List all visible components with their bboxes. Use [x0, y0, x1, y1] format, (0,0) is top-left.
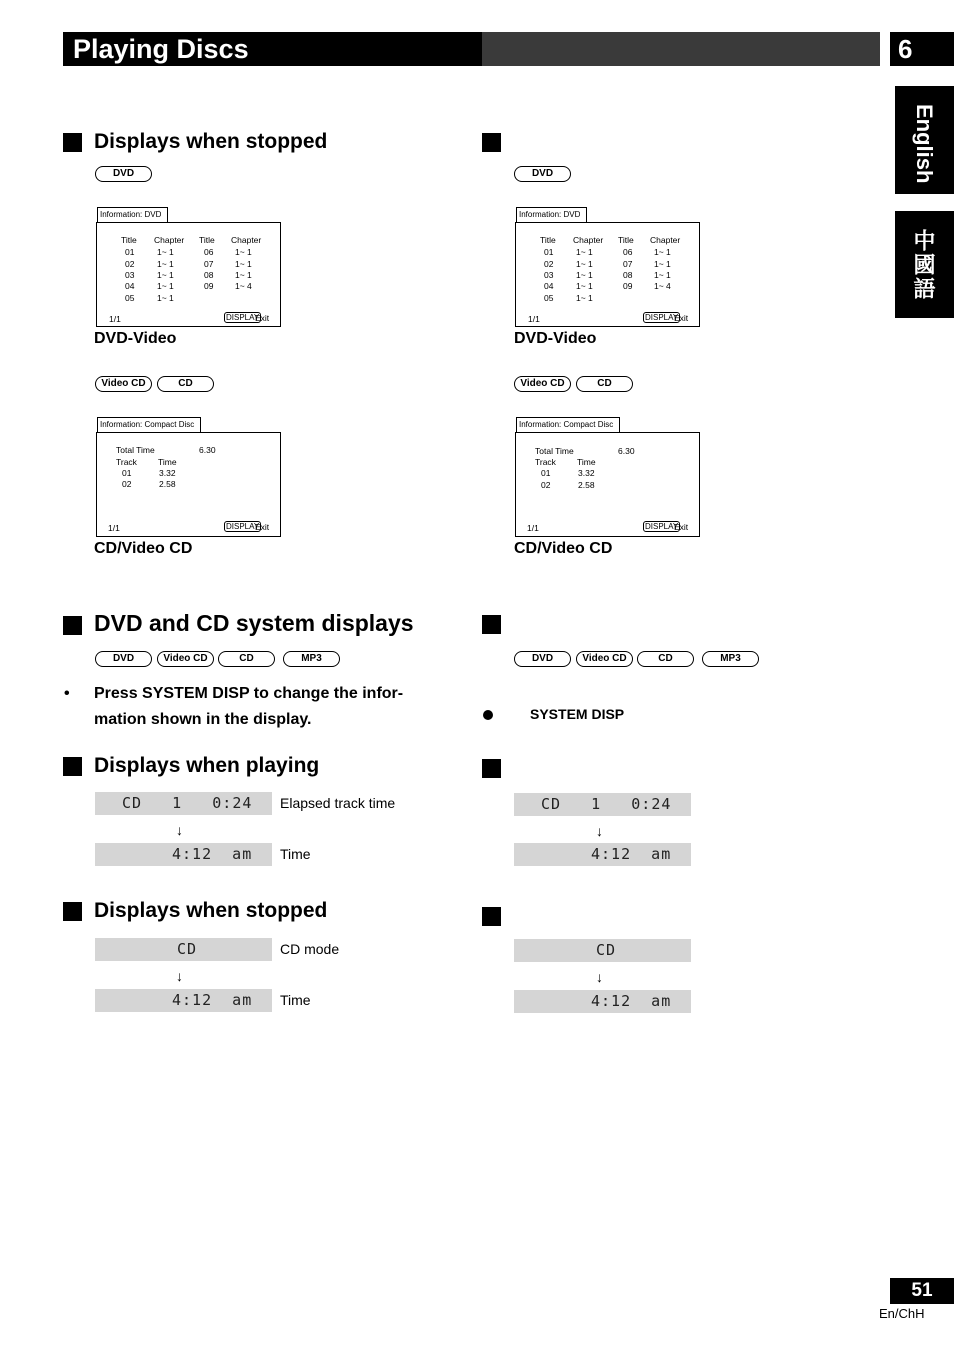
chapter-cell: 1~ 1 — [654, 247, 671, 257]
exit-label: Exit — [674, 522, 689, 532]
disc-pill-video-cd: Video CD — [576, 651, 633, 667]
track-cell: 02 — [122, 479, 132, 489]
col-track: Track — [535, 457, 556, 467]
chapter-cell: 1~ 1 — [235, 247, 252, 257]
chapter-cell: 1~ 1 — [654, 270, 671, 280]
disc-pill-mp3: MP3 — [283, 651, 340, 667]
page-indicator: 1/1 — [109, 314, 121, 324]
disc-pill-cd: CD — [576, 376, 633, 392]
disc-pill-video-cd: Video CD — [95, 376, 152, 392]
title-cell: 01 — [544, 247, 554, 257]
page-number: 51 — [890, 1278, 954, 1304]
section-marker — [482, 907, 501, 926]
total-time-label: Total Time — [116, 445, 155, 455]
section-heading-playing: Displays when playing — [94, 754, 320, 777]
section-heading-system-displays: DVD and CD system displays — [94, 610, 414, 636]
chapter-cell: 1~ 1 — [235, 270, 252, 280]
title-cell: 09 — [623, 281, 633, 291]
page-indicator: 1/1 — [528, 314, 540, 324]
lcd-stopped-clock: 4:12 am — [514, 990, 691, 1013]
chapter-cell: 1~ 1 — [157, 270, 174, 280]
lcd-playing-track: CD 1 0:24 — [514, 793, 691, 816]
total-time-value: 6.30 — [618, 446, 635, 456]
chapter-cell: 1~ 1 — [157, 281, 174, 291]
section-marker — [482, 133, 501, 152]
disc-pill-cd: CD — [637, 651, 694, 667]
lcd-playing-clock: 4:12 am — [514, 843, 691, 866]
disc-pill-mp3: MP3 — [702, 651, 759, 667]
title-cell: 03 — [544, 270, 554, 280]
system-disp-label: SYSTEM DISP — [530, 706, 625, 722]
display-key: DISPLAY — [645, 313, 679, 322]
title-cell: 05 — [125, 293, 135, 303]
cd-video-cd-caption: CD/Video CD — [94, 540, 193, 557]
title-cell: 09 — [204, 281, 214, 291]
exit-label: Exit — [255, 522, 270, 532]
dvd-info-screen — [96, 210, 281, 327]
col-time: Time — [577, 457, 596, 467]
language-code: En/ChH — [879, 1306, 925, 1321]
total-time-value: 6.30 — [199, 445, 216, 455]
section-heading-stopped-2: Displays when stopped — [94, 899, 328, 922]
disc-pill-dvd: DVD — [95, 166, 152, 182]
section-marker — [63, 616, 82, 635]
bullet-dot — [483, 710, 493, 720]
chapter-cell: 1~ 1 — [576, 270, 593, 280]
section-marker — [482, 615, 501, 634]
page-indicator: 1/1 — [108, 523, 120, 533]
chapter-cell: 1~ 1 — [576, 293, 593, 303]
chapter-cell: 1~ 1 — [157, 247, 174, 257]
time-cell: 3.32 — [578, 468, 595, 478]
language-tab-chinese: 中國語 — [895, 211, 954, 318]
track-cell: 01 — [541, 468, 551, 478]
total-time-label: Total Time — [535, 446, 574, 456]
screen-tab: Information: DVD — [97, 207, 168, 222]
cd-video-cd-caption: CD/Video CD — [514, 540, 613, 557]
disc-pill-video-cd: Video CD — [157, 651, 214, 667]
instruction-line-2: mation shown in the display. — [94, 711, 312, 728]
title-cell: 07 — [623, 259, 633, 269]
title-cell: 04 — [125, 281, 135, 291]
lcd-stopped-mode: CD — [95, 938, 272, 961]
display-key: DISPLAY — [226, 313, 260, 322]
exit-label: Exit — [255, 313, 270, 323]
track-cell: 01 — [122, 468, 132, 478]
col-time: Time — [158, 457, 177, 467]
page-indicator: 1/1 — [527, 523, 539, 533]
title-cell: 08 — [204, 270, 214, 280]
header-bar-shade — [482, 32, 880, 66]
screen-tab: Information: Compact Disc — [97, 417, 201, 432]
section-marker — [63, 902, 82, 921]
down-arrow-icon: ↓ — [596, 823, 603, 839]
lcd-playing-track: CD 1 0:24 — [95, 792, 272, 815]
chapter-cell: 1~ 1 — [576, 259, 593, 269]
chapter-cell: 1~ 1 — [235, 259, 252, 269]
down-arrow-icon: ↓ — [176, 822, 183, 838]
note-time: Time — [280, 992, 311, 1008]
disc-pill-dvd: DVD — [95, 651, 152, 667]
col-chapter: Chapter — [231, 235, 262, 245]
dvd-video-caption: DVD-Video — [514, 330, 597, 347]
title-cell: 06 — [204, 247, 214, 257]
track-cell: 02 — [541, 480, 551, 490]
dvd-info-screen — [515, 210, 700, 327]
language-tab-english: English — [895, 86, 954, 194]
display-key: DISPLAY — [645, 522, 679, 531]
note-elapsed-track-time: Elapsed track time — [280, 795, 396, 811]
title-cell: 08 — [623, 270, 633, 280]
time-cell: 2.58 — [578, 480, 595, 490]
cd-info-screen — [515, 420, 700, 537]
col-title: Title — [121, 235, 137, 245]
disc-pill-video-cd: Video CD — [514, 376, 571, 392]
lcd-playing-clock: 4:12 am — [95, 843, 272, 866]
chapter-number: 6 — [890, 32, 954, 66]
col-title: Title — [199, 235, 215, 245]
note-time: Time — [280, 846, 311, 862]
col-track: Track — [116, 457, 137, 467]
cd-info-screen — [96, 420, 281, 537]
dvd-video-caption: DVD-Video — [94, 330, 177, 347]
chapter-cell: 1~ 1 — [157, 293, 174, 303]
col-chapter: Chapter — [573, 235, 604, 245]
col-title: Title — [618, 235, 634, 245]
lcd-stopped-mode: CD — [514, 939, 691, 962]
title-cell: 04 — [544, 281, 554, 291]
title-cell: 03 — [125, 270, 135, 280]
title-cell: 01 — [125, 247, 135, 257]
section-marker — [63, 757, 82, 776]
chapter-cell: 1~ 1 — [576, 247, 593, 257]
col-title: Title — [540, 235, 556, 245]
instruction-line-1: Press SYSTEM DISP to change the infor- — [94, 685, 404, 702]
screen-tab: Information: Compact Disc — [516, 417, 620, 432]
title-cell: 02 — [125, 259, 135, 269]
note-cd-mode: CD mode — [280, 941, 340, 957]
section-heading-stopped: Displays when stopped — [94, 130, 328, 153]
lcd-stopped-clock: 4:12 am — [95, 989, 272, 1012]
chapter-cell: 1~ 4 — [654, 281, 671, 291]
page-title: Playing Discs — [73, 34, 249, 64]
title-cell: 05 — [544, 293, 554, 303]
chapter-cell: 1~ 4 — [235, 281, 252, 291]
time-cell: 2.58 — [159, 479, 176, 489]
screen-tab: Information: DVD — [516, 207, 587, 222]
bullet-dot: • — [64, 685, 70, 702]
down-arrow-icon: ↓ — [176, 968, 183, 984]
chapter-cell: 1~ 1 — [157, 259, 174, 269]
down-arrow-icon: ↓ — [596, 969, 603, 985]
title-cell: 02 — [544, 259, 554, 269]
chapter-cell: 1~ 1 — [576, 281, 593, 291]
disc-pill-dvd: DVD — [514, 166, 571, 182]
display-key: DISPLAY — [226, 522, 260, 531]
title-cell: 07 — [204, 259, 214, 269]
time-cell: 3.32 — [159, 468, 176, 478]
col-chapter: Chapter — [650, 235, 681, 245]
chapter-cell: 1~ 1 — [654, 259, 671, 269]
section-marker — [63, 133, 82, 152]
disc-pill-dvd: DVD — [514, 651, 571, 667]
col-chapter: Chapter — [154, 235, 185, 245]
disc-pill-cd: CD — [218, 651, 275, 667]
title-cell: 06 — [623, 247, 633, 257]
exit-label: Exit — [674, 313, 689, 323]
section-marker — [482, 759, 501, 778]
disc-pill-cd: CD — [157, 376, 214, 392]
